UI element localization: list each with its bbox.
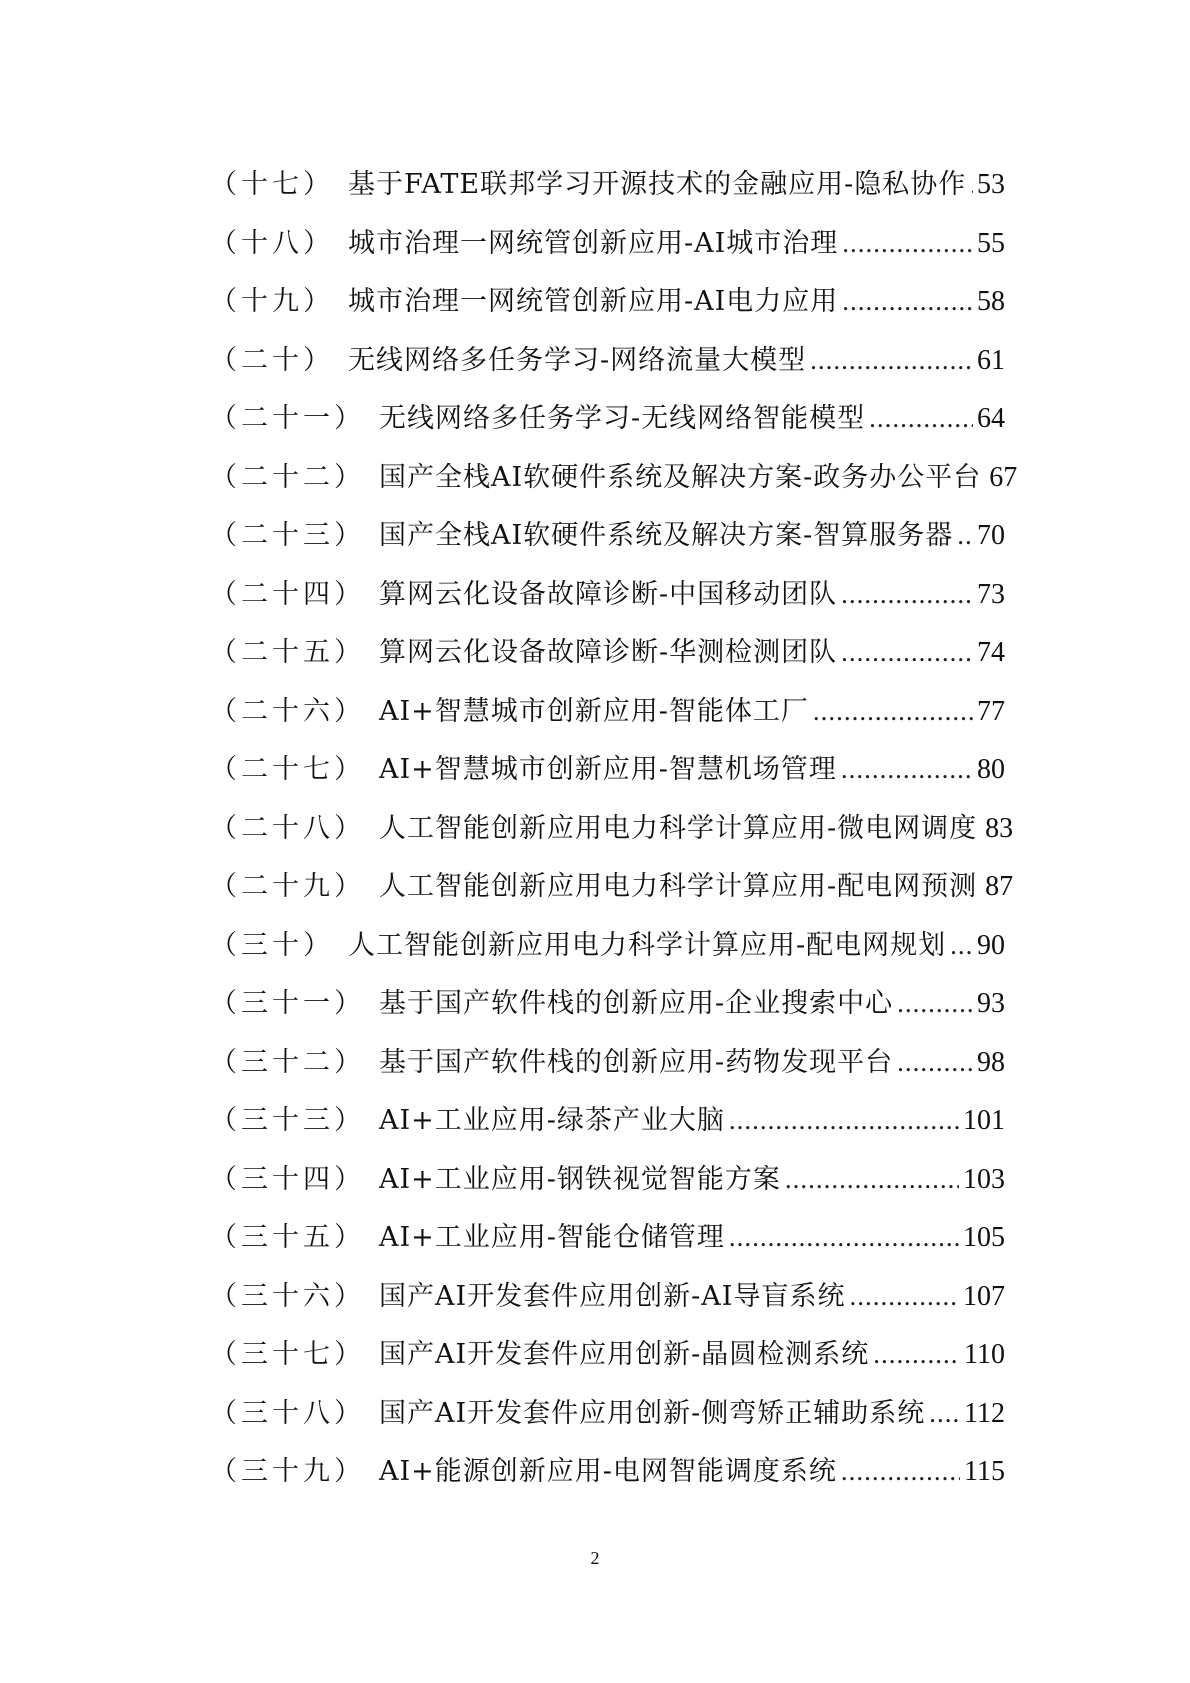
dot-leader xyxy=(950,916,973,975)
toc-entry-title: AI+工业应用-钢铁视觉智能方案 xyxy=(379,1163,781,1195)
dot-leader xyxy=(841,740,973,799)
toc-entry-page: 98 xyxy=(977,1046,1005,1078)
toc-entry[interactable] xyxy=(210,1033,1005,1092)
toc-entry[interactable] xyxy=(210,155,1005,214)
toc-entry-page: 110 xyxy=(964,1339,1005,1370)
toc-entry-number: （二十六） xyxy=(210,695,365,727)
toc-entry[interactable] xyxy=(210,1267,1005,1326)
toc-entry-title: 国产AI开发套件应用创新-AI导盲系统 xyxy=(379,1280,846,1312)
table-of-contents xyxy=(210,155,1018,1501)
toc-entry-title: 人工智能创新应用电力科学计算应用-配电网预测 xyxy=(379,871,978,902)
toc-entry-title: 城市治理一网统管创新应用-AI电力应用 xyxy=(348,286,839,317)
toc-entry[interactable] xyxy=(210,214,1005,273)
toc-entry-number: （三十二） xyxy=(210,1046,365,1078)
dot-leader xyxy=(897,974,973,1033)
toc-entry-page: 105 xyxy=(963,1222,1005,1253)
toc-entry-number: （二十八） xyxy=(210,812,365,844)
toc-entry-title: 基于国产软件栈的创新应用-药物发现平台 xyxy=(379,1046,894,1078)
toc-entry-number: （三十九） xyxy=(210,1456,365,1487)
toc-entry-page: 74 xyxy=(977,637,1005,668)
dot-leader xyxy=(849,1267,959,1326)
toc-entry-page: 101 xyxy=(963,1105,1005,1136)
toc-entry-page: 73 xyxy=(977,578,1005,610)
toc-entry[interactable] xyxy=(210,272,1005,331)
toc-entry-title: 人工智能创新应用电力科学计算应用-微电网调度 xyxy=(379,812,978,844)
toc-entry-page: 87 xyxy=(985,871,1014,902)
toc-entry-number: （十八） xyxy=(210,227,334,259)
toc-entry[interactable] xyxy=(210,1091,1005,1150)
dot-leader xyxy=(810,331,973,390)
toc-entry-page: 58 xyxy=(977,286,1005,317)
toc-entry-number: （三十三） xyxy=(210,1105,365,1136)
toc-entry[interactable] xyxy=(210,1208,1005,1267)
toc-entry-number: （十九） xyxy=(210,286,334,317)
toc-entry-number: （三十四） xyxy=(210,1163,365,1195)
toc-entry-title: AI+工业应用-绿茶产业大脑 xyxy=(379,1105,725,1136)
toc-entry[interactable] xyxy=(210,799,1014,858)
toc-entry-title: 算网云化设备故障诊断-华测检测团队 xyxy=(379,637,838,668)
toc-entry-page: 112 xyxy=(964,1397,1005,1429)
toc-entry-number: （二十四） xyxy=(210,578,365,610)
toc-entry-page: 103 xyxy=(963,1163,1005,1195)
toc-entry[interactable] xyxy=(210,974,1005,1033)
toc-entry-title: AI+智慧城市创新应用-智能体工厂 xyxy=(379,695,809,727)
toc-entry-title: 国产AI开发套件应用创新-晶圆检测系统 xyxy=(379,1339,870,1370)
toc-entry[interactable] xyxy=(210,623,1005,682)
toc-entry-number: （二十一） xyxy=(210,403,365,434)
toc-entry[interactable] xyxy=(210,506,1005,565)
toc-entry-number: （三十八） xyxy=(210,1397,365,1429)
toc-entry-page: 107 xyxy=(963,1280,1005,1312)
toc-entry[interactable] xyxy=(210,1442,1005,1501)
toc-entry-title: 城市治理一网统管创新应用-AI城市治理 xyxy=(348,227,839,259)
dot-leader xyxy=(970,155,973,214)
toc-entry-number: （二十三） xyxy=(210,520,365,551)
toc-entry-number: （二十七） xyxy=(210,754,365,785)
toc-entry-number: （二十） xyxy=(210,344,334,376)
toc-entry-title: 无线网络多任务学习-网络流量大模型 xyxy=(348,344,807,376)
toc-entry[interactable] xyxy=(210,682,1005,741)
dot-leader xyxy=(729,1208,959,1267)
toc-entry-number: （十七） xyxy=(210,169,334,200)
toc-entry-page: 115 xyxy=(964,1456,1005,1487)
toc-entry-page: 83 xyxy=(985,812,1014,844)
dot-leader xyxy=(785,1150,959,1209)
toc-entry-page: 77 xyxy=(977,695,1005,727)
toc-entry-title: AI+智慧城市创新应用-智慧机场管理 xyxy=(379,754,837,785)
page-number: 2 xyxy=(590,1548,600,1568)
dot-leader xyxy=(869,389,973,448)
toc-entry[interactable] xyxy=(210,1384,1005,1443)
toc-entry-title: 算网云化设备故障诊断-中国移动团队 xyxy=(379,578,838,610)
toc-entry-number: （三十） xyxy=(210,929,334,961)
dot-leader xyxy=(841,1442,960,1501)
dot-leader xyxy=(873,1325,960,1384)
toc-entry-page: 80 xyxy=(977,754,1005,785)
dot-leader xyxy=(841,565,973,624)
toc-entry[interactable] xyxy=(210,448,1018,507)
toc-entry[interactable] xyxy=(210,1150,1005,1209)
toc-entry-number: （二十五） xyxy=(210,637,365,668)
dot-leader xyxy=(813,682,973,741)
toc-entry[interactable] xyxy=(210,740,1005,799)
dot-leader xyxy=(729,1091,959,1150)
toc-entry-number: （三十一） xyxy=(210,988,365,1019)
toc-entry-title: 基于国产软件栈的创新应用-企业搜索中心 xyxy=(379,988,894,1019)
toc-entry[interactable] xyxy=(210,857,1014,916)
toc-entry-page: 90 xyxy=(977,929,1005,961)
toc-entry-number: （二十九） xyxy=(210,871,365,902)
toc-entry-title: 人工智能创新应用电力科学计算应用-配电网规划 xyxy=(348,929,947,961)
dot-leader xyxy=(957,506,973,565)
toc-entry[interactable] xyxy=(210,916,1005,975)
toc-entry[interactable] xyxy=(210,1325,1005,1384)
toc-entry-page: 64 xyxy=(977,403,1005,434)
toc-entry[interactable] xyxy=(210,389,1005,448)
toc-entry-title: AI+工业应用-智能仓储管理 xyxy=(379,1222,725,1253)
toc-entry-number: （三十五） xyxy=(210,1222,365,1253)
toc-entry-title: AI+能源创新应用-电网智能调度系统 xyxy=(379,1456,837,1487)
dot-leader xyxy=(841,623,973,682)
toc-entry-title: 基于FATE联邦学习开源技术的金融应用-隐私协作 xyxy=(348,169,967,200)
toc-entry-number: （二十二） xyxy=(210,461,365,493)
dot-leader xyxy=(842,272,973,331)
dot-leader xyxy=(897,1033,973,1092)
dot-leader xyxy=(929,1384,960,1443)
toc-entry-page: 61 xyxy=(977,344,1005,376)
dot-leader xyxy=(842,214,973,273)
toc-entry-title: 国产AI开发套件应用创新-侧弯矫正辅助系统 xyxy=(379,1397,926,1429)
toc-entry-number: （三十六） xyxy=(210,1280,365,1312)
toc-entry-title: 无线网络多任务学习-无线网络智能模型 xyxy=(379,403,866,434)
toc-entry-page: 70 xyxy=(977,520,1005,551)
toc-entry-title: 国产全栈AI软硬件系统及解决方案-智算服务器 xyxy=(379,520,954,551)
toc-entry-title: 国产全栈AI软硬件系统及解决方案-政务办公平台 xyxy=(379,461,982,493)
toc-entry-page: 53 xyxy=(977,169,1005,200)
toc-entry[interactable] xyxy=(210,565,1005,624)
toc-entry-number: （三十七） xyxy=(210,1339,365,1370)
toc-entry-page: 67 xyxy=(989,461,1018,493)
toc-entry-page: 55 xyxy=(977,227,1005,259)
toc-entry-page: 93 xyxy=(977,988,1005,1019)
toc-entry[interactable] xyxy=(210,331,1005,390)
